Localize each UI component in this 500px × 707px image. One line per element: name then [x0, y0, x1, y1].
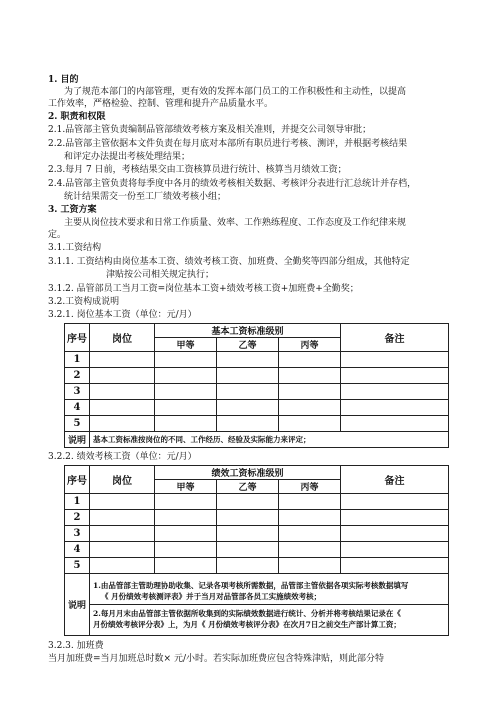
section-3-1-1-cont: 津贴按公司相关规定执行；: [106, 270, 215, 280]
note-2-line-2: 月份绩效考核评分表》上，为月《 月份绩效考核评分表》在次月7日之前交生产部计算工资；: [93, 620, 401, 629]
section-1-line-1: 为了规范本部门的内部管理，更有效的发挥本部门员工的工作积极性和主动性，以提高: [64, 87, 407, 97]
col-header-grade-group: 绩效工资标准级别: [155, 466, 341, 480]
note-item-1: [90, 577, 448, 605]
row-number: 4: [65, 542, 90, 558]
row-number: 1: [65, 352, 90, 368]
section-3-heading: 3. 工资方案: [48, 205, 97, 215]
note-label: 说明: [65, 432, 90, 448]
col-header-grade-c: 丙等: [279, 480, 341, 494]
row-number: 2: [65, 368, 90, 384]
row-number: 3: [65, 526, 90, 542]
section-3-1-heading: 3.1.工资结构: [48, 243, 102, 253]
section-3-2-heading: 3.2.工资构成说明: [48, 297, 120, 307]
base-salary-table: [64, 323, 449, 448]
col-header-no: 序号: [65, 466, 90, 494]
table-row: [65, 558, 449, 574]
note-text: 基本工资标准按岗位的不同、工作经历、经验及实际能力来评定；: [90, 432, 449, 448]
note-1-line-1: 1.由品管部主管助理协助收集、记录各项考核所需数据，品管部主管依据各项实际考核数据填写: [93, 581, 409, 590]
col-header-grade-b: 乙等: [217, 338, 279, 352]
table-row: [65, 526, 449, 542]
col-header-grade-a: 甲等: [155, 480, 217, 494]
table-row: [65, 384, 449, 400]
note-label: 说明: [65, 574, 90, 636]
row-number: 1: [65, 494, 90, 510]
overtime-formula: 当月加班费=当月加班总时数× 元/小时。若实际加班费应包含特殊津贴，则此部分特: [48, 654, 384, 664]
section-2-heading: 2. 职责和权限: [48, 112, 106, 122]
row-number: 5: [65, 416, 90, 432]
table-row: [65, 368, 449, 384]
section-2-2-cont: 和评定办法提出考核处理结果；: [64, 152, 191, 162]
col-header-note: 备注: [341, 324, 449, 352]
note-1-line-2: 《 月份绩效考核测评表》并于当月对品管部各员工实施绩效考核；: [101, 592, 322, 601]
note-cell: [90, 574, 449, 636]
col-header-grade-a: 甲等: [155, 338, 217, 352]
section-2-2: 2.2.品管部主管依据本文件负责在每月底对本部所有职员进行考核、测评，并根据考核结果: [48, 139, 408, 149]
section-3-1-1: 3.1.1. 工资结构由岗位基本工资、绩效考核工资、加班费、全勤奖等四部分组成，其他特定: [48, 257, 410, 267]
note-item-2: [90, 605, 448, 632]
col-header-no: 序号: [65, 324, 90, 352]
section-1-heading: 1. 目的: [48, 75, 79, 85]
table-row: [65, 494, 449, 510]
section-2-3: 2.3.每月 7 日前，考核结果交由工资核算员进行统计、核算当月绩效工资；: [48, 165, 347, 175]
col-header-post: 岗位: [90, 324, 155, 352]
section-1-line-2: 工作效率，严格检验、控制、管理和提升产品质量水平。: [48, 99, 274, 109]
col-header-grade-b: 乙等: [217, 480, 279, 494]
table-row: [65, 510, 449, 526]
section-3-intro: 主要从岗位技术要求和日常工作质量、效率、工作熟练程度、工作态度及工作纪律来规: [64, 218, 407, 228]
row-number: 5: [65, 558, 90, 574]
row-number: 2: [65, 510, 90, 526]
section-3-2-2: 3.2.2. 绩效考核工资（单位：元/月）: [48, 452, 197, 462]
section-2-1: 2.1.品管部主管负责编制品管部绩效考核方案及相关准则，并提交公司领导审批；: [48, 125, 372, 135]
table-row: [65, 542, 449, 558]
section-3-intro-cont: 定。: [48, 230, 67, 240]
table-row: [65, 352, 449, 368]
table-row: [65, 400, 449, 416]
col-header-grade-c: 丙等: [279, 338, 341, 352]
row-number: 4: [65, 400, 90, 416]
section-2-4: 2.4.品管部主管负责将每季度中各月的绩效考核相关数据、考核评分表进行汇总统计并存档，: [48, 179, 417, 189]
table-row: [65, 416, 449, 432]
note-2-line-1: 2.每月月末由品管部主管依据所收集到的实际绩效数据进行统计、分析并将考核结果记录在《: [93, 609, 401, 618]
col-header-grade-group: 基本工资标准级别: [155, 324, 341, 338]
section-3-2-1: 3.2.1. 岗位基本工资（单位：元/月）: [48, 310, 197, 320]
section-3-1-2: 3.1.2. 品管部员工当月工资=岗位基本工资+绩效考核工资+加班费+全勤奖；: [48, 284, 359, 294]
section-2-4-cont: 统计结果需交一份至工厂绩效考核小组；: [64, 192, 227, 202]
performance-salary-table: [64, 465, 449, 636]
col-header-note: 备注: [341, 466, 449, 494]
row-number: 3: [65, 384, 90, 400]
col-header-post: 岗位: [90, 466, 155, 494]
section-3-2-3: 3.2.3. 加班费: [48, 641, 104, 651]
